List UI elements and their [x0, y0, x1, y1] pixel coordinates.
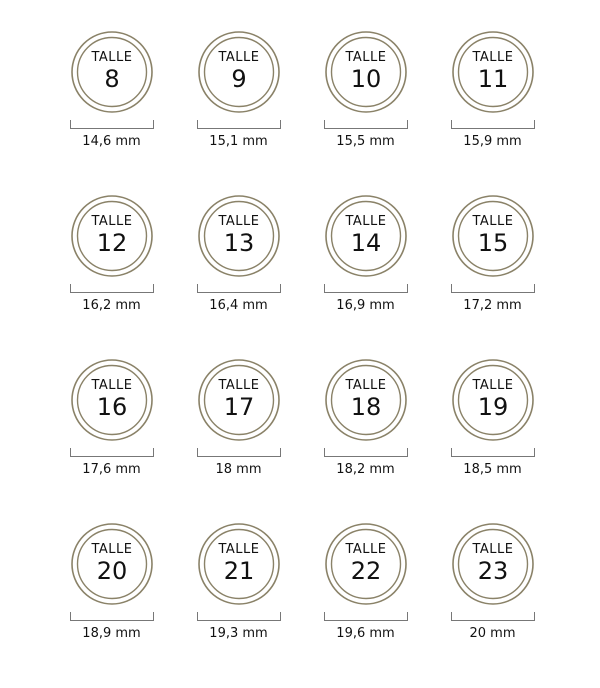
ring-outline-icon [324, 194, 408, 278]
ring-size-card [175, 354, 302, 518]
ring-label: TALLE [218, 50, 260, 65]
ring-size-card [302, 354, 429, 518]
ring-diameter: 18,2 mm [336, 462, 395, 477]
ring-diameter: 19,3 mm [209, 626, 268, 641]
ring-size-number: 8 [104, 65, 120, 93]
ring-diameter: 18 mm [215, 462, 262, 477]
dimension-line [197, 284, 281, 293]
ring-diameter: 19,6 mm [336, 626, 395, 641]
ring-diameter: 16,9 mm [336, 298, 395, 313]
ring-outline-icon [197, 194, 281, 278]
ring-size-card [429, 354, 556, 518]
ring-outline-icon [70, 358, 154, 442]
ring-size-number: 18 [350, 393, 382, 421]
ring-size-card [302, 190, 429, 354]
ring-label: TALLE [472, 542, 514, 557]
ring-outline-icon [451, 194, 535, 278]
dimension-line [451, 284, 535, 293]
ring-diameter: 16,2 mm [82, 298, 141, 313]
ring-size-card [302, 26, 429, 190]
ring-outline-icon [197, 30, 281, 114]
ring-size-card [429, 190, 556, 354]
ring-outline-icon [324, 358, 408, 442]
ring-size-card [175, 518, 302, 682]
ring-diameter: 17,6 mm [82, 462, 141, 477]
ring-size-number: 12 [96, 229, 128, 257]
ring-size-number: 15 [477, 229, 509, 257]
ring-outline-icon [451, 30, 535, 114]
ring-label: TALLE [218, 214, 260, 229]
ring-size-card [175, 190, 302, 354]
ring-outline-icon [324, 522, 408, 606]
ring-size-card [429, 518, 556, 682]
dimension-line [70, 120, 154, 129]
ring-label: TALLE [91, 214, 133, 229]
dimension-line [451, 612, 535, 621]
ring-size-number: 10 [350, 65, 382, 93]
ring-outline-icon [451, 522, 535, 606]
ring-outline-icon [70, 30, 154, 114]
dimension-line [451, 448, 535, 457]
ring-diameter: 15,5 mm [336, 134, 395, 149]
ring-outline-icon [324, 30, 408, 114]
dimension-line [451, 120, 535, 129]
dimension-line [70, 448, 154, 457]
ring-size-number: 11 [477, 65, 509, 93]
ring-label: TALLE [91, 378, 133, 393]
ring-label: TALLE [472, 50, 514, 65]
ring-outline-icon [197, 522, 281, 606]
dimension-line [197, 120, 281, 129]
ring-label: TALLE [345, 214, 387, 229]
ring-size-number: 23 [477, 557, 509, 585]
ring-diameter: 15,9 mm [463, 134, 522, 149]
ring-size-card [48, 26, 175, 190]
dimension-line [324, 448, 408, 457]
ring-diameter: 20 mm [469, 626, 516, 641]
ring-size-number: 21 [223, 557, 255, 585]
ring-label: TALLE [218, 542, 260, 557]
dimension-line [324, 612, 408, 621]
ring-label: TALLE [345, 50, 387, 65]
ring-size-card [302, 518, 429, 682]
ring-label: TALLE [91, 542, 133, 557]
ring-diameter: 14,6 mm [82, 134, 141, 149]
ring-diameter: 18,5 mm [463, 462, 522, 477]
ring-outline-icon [197, 358, 281, 442]
dimension-line [70, 284, 154, 293]
ring-size-number: 14 [350, 229, 382, 257]
dimension-line [197, 448, 281, 457]
ring-size-card [48, 354, 175, 518]
dimension-line [324, 284, 408, 293]
ring-size-number: 20 [96, 557, 128, 585]
ring-size-number: 17 [223, 393, 255, 421]
ring-size-number: 22 [350, 557, 382, 585]
ring-size-card [175, 26, 302, 190]
ring-outline-icon [451, 358, 535, 442]
ring-size-number: 9 [231, 65, 247, 93]
ring-diameter: 16,4 mm [209, 298, 268, 313]
ring-label: TALLE [218, 378, 260, 393]
ring-diameter: 15,1 mm [209, 134, 268, 149]
ring-label: TALLE [472, 214, 514, 229]
ring-outline-icon [70, 522, 154, 606]
ring-diameter: 17,2 mm [463, 298, 522, 313]
ring-size-card [48, 518, 175, 682]
ring-size-card [429, 26, 556, 190]
ring-diameter: 18,9 mm [82, 626, 141, 641]
ring-label: TALLE [345, 378, 387, 393]
dimension-line [324, 120, 408, 129]
ring-size-number: 16 [96, 393, 128, 421]
ring-label: TALLE [91, 50, 133, 65]
ring-size-card [48, 190, 175, 354]
ring-label: TALLE [472, 378, 514, 393]
ring-outline-icon [70, 194, 154, 278]
dimension-line [70, 612, 154, 621]
ring-size-number: 19 [477, 393, 509, 421]
dimension-line [197, 612, 281, 621]
ring-size-grid [48, 26, 556, 682]
ring-size-number: 13 [223, 229, 255, 257]
ring-label: TALLE [345, 542, 387, 557]
